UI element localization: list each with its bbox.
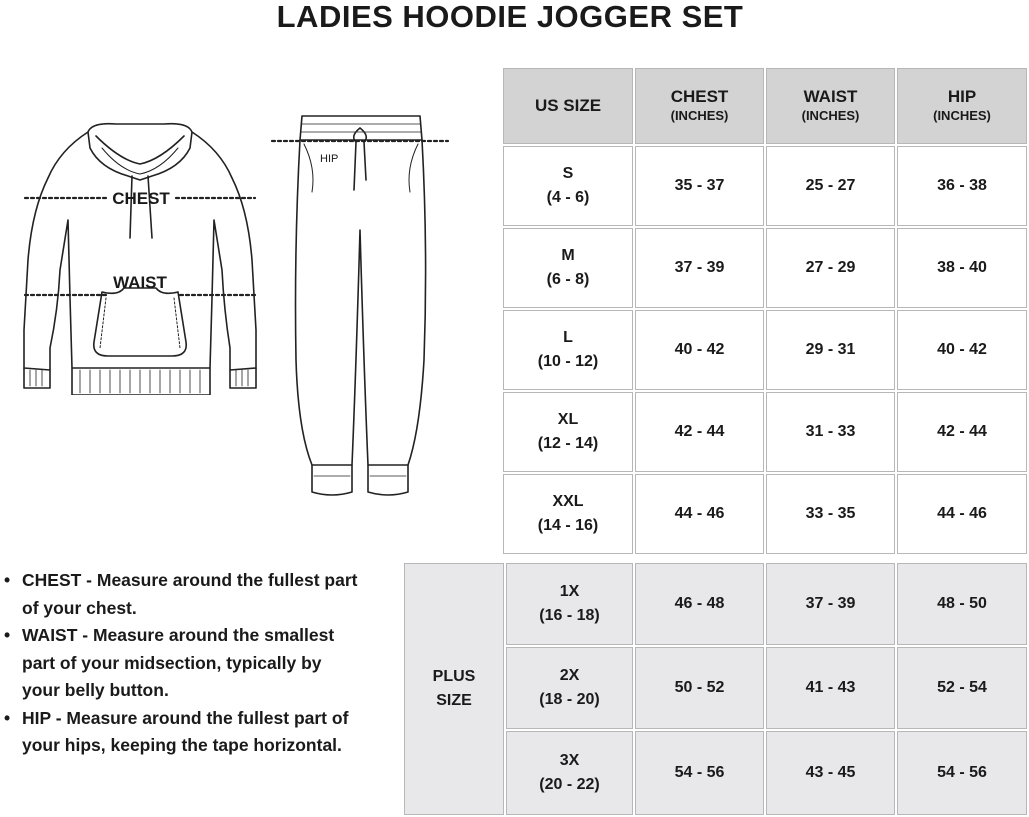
chest-cell: 35 - 37	[635, 146, 764, 226]
header-us-size	[503, 68, 633, 144]
size-name: 1X	[559, 583, 580, 600]
instruction-chest: • CHEST - Measure around the fullest part of your chest.	[4, 567, 364, 622]
header-label: CHEST	[670, 87, 729, 106]
plus-size-label	[404, 563, 504, 815]
waist-label: WAIST	[113, 273, 167, 292]
chest-cell: 44 - 46	[635, 474, 764, 554]
waist-cell: 41 - 43	[766, 647, 895, 729]
size-cell	[503, 146, 633, 226]
waist-cell: 25 - 27	[766, 146, 895, 226]
hip-cell: 48 - 50	[897, 563, 1027, 645]
size-range: (6 - 8)	[546, 271, 590, 288]
chest-cell: 37 - 39	[635, 228, 764, 308]
header-unit: (INCHES)	[933, 108, 991, 123]
size-range: (10 - 12)	[537, 353, 599, 370]
hip-cell: 54 - 56	[897, 731, 1027, 815]
hip-cell: 52 - 54	[897, 647, 1027, 729]
size-range: (18 - 20)	[539, 691, 600, 708]
size-name: XL	[557, 411, 579, 428]
header-label: US SIZE	[534, 96, 602, 115]
size-name: L	[563, 329, 573, 346]
waist-cell: 31 - 33	[766, 392, 895, 472]
header-hip	[897, 68, 1027, 144]
chest-cell: 42 - 44	[635, 392, 764, 472]
size-cell	[503, 228, 633, 308]
size-name: 3X	[559, 752, 580, 769]
hip-cell: 36 - 38	[897, 146, 1027, 226]
instruction-waist: • WAIST - Measure around the smallest part of your midsection, typically by your belly button.	[4, 622, 364, 705]
size-range: (14 - 16)	[537, 517, 599, 534]
size-cell	[503, 474, 633, 554]
size-name: S	[562, 165, 574, 182]
measurement-instructions	[4, 567, 364, 760]
page-title: LADIES HOODIE JOGGER SET	[276, 0, 744, 34]
waist-cell: 29 - 31	[766, 310, 895, 390]
hip-label: HIP	[320, 153, 339, 165]
size-range: (12 - 14)	[537, 435, 599, 452]
jogger-illustration	[270, 110, 455, 500]
waist-cell: 27 - 29	[766, 228, 895, 308]
plus-size-label-line: PLUS	[432, 668, 476, 685]
header-unit: (INCHES)	[670, 108, 729, 123]
chest-cell: 40 - 42	[635, 310, 764, 390]
instruction-hip: • HIP - Measure around the fullest part of your hips, keeping the tape horizontal.	[4, 705, 364, 760]
chest-cell: 54 - 56	[635, 731, 764, 815]
size-cell	[506, 731, 633, 815]
size-range: (20 - 22)	[539, 776, 600, 793]
size-name: 2X	[559, 667, 580, 684]
header-chest	[635, 68, 764, 144]
hip-cell: 42 - 44	[897, 392, 1027, 472]
waist-cell: 43 - 45	[766, 731, 895, 815]
size-range: (16 - 18)	[539, 607, 600, 624]
size-cell	[503, 310, 633, 390]
header-label: HIP	[947, 87, 977, 106]
chest-label: CHEST	[112, 189, 170, 208]
hoodie-illustration	[20, 120, 260, 395]
size-name: XXL	[552, 493, 584, 510]
size-name: M	[561, 247, 575, 264]
header-label: WAIST	[803, 87, 858, 106]
hip-cell: 38 - 40	[897, 228, 1027, 308]
header-waist	[766, 68, 895, 144]
size-cell	[506, 563, 633, 645]
size-cell	[503, 392, 633, 472]
size-range: (4 - 6)	[546, 189, 590, 206]
waist-cell: 37 - 39	[766, 563, 895, 645]
size-cell	[506, 647, 633, 729]
chest-cell: 50 - 52	[635, 647, 764, 729]
header-unit: (INCHES)	[801, 108, 860, 123]
waist-cell: 33 - 35	[766, 474, 895, 554]
chest-cell: 46 - 48	[635, 563, 764, 645]
plus-size-label-line: SIZE	[436, 692, 472, 709]
hip-cell: 44 - 46	[897, 474, 1027, 554]
hip-cell: 40 - 42	[897, 310, 1027, 390]
